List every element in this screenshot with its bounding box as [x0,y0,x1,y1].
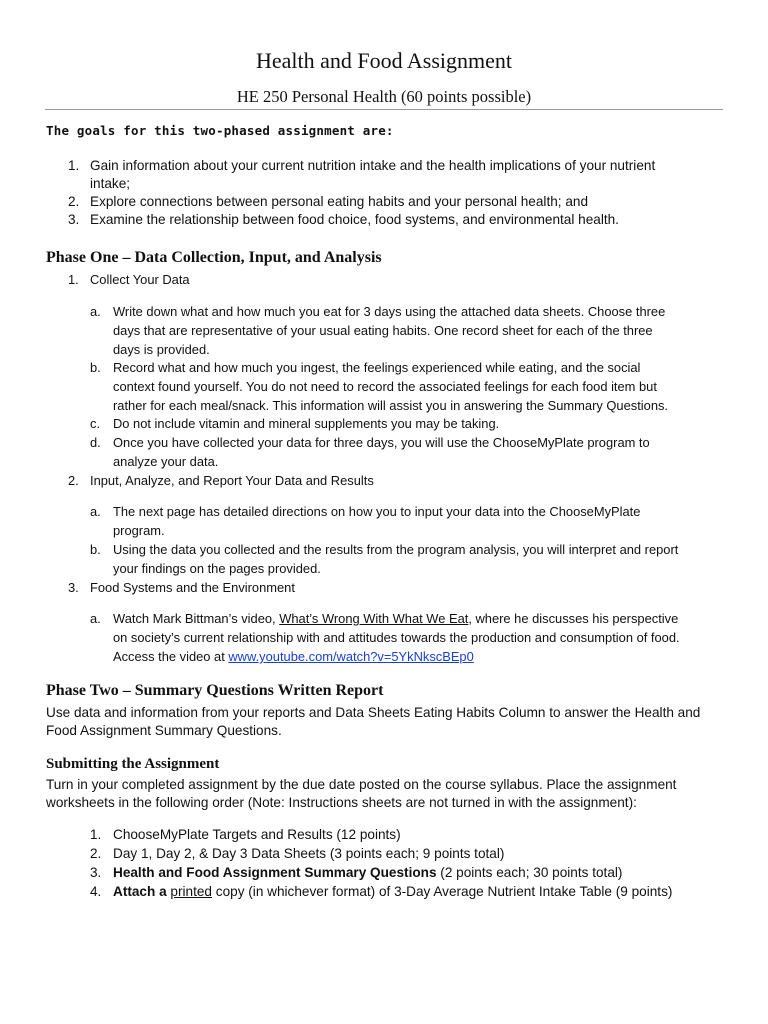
sub-text-line: Record what and how much you ingest, the feelings experienced while eating, and the social [113,360,641,375]
goal-text-line: Examine the relationship between food choice, food systems, and environmental health. [90,212,619,227]
submit-bold-text: Attach a [113,884,167,899]
sub-letter: b. [90,542,101,557]
sub-text-line [113,647,474,666]
sub-text-line: days that are representative of your usual eating habits. One record sheet for each of the three [113,323,653,338]
sub-letter: d. [90,435,101,450]
goal-number: 3. [68,212,80,227]
sub-text-line [113,609,678,628]
sub-text-part: Access the video at [113,649,229,664]
submit-text: ChooseMyPlate Targets and Results (12 points) [113,827,401,842]
sub-text-line: your findings on the pages provided. [113,561,321,576]
video-title: What’s Wrong With What We Eat [279,611,469,626]
sub-text-line: on society’s current relationship with and attitudes towards the production and consumption of food. [113,630,680,645]
sub-text-line: Write down what and how much you eat for 3 days using the attached data sheets. Choose three [113,304,666,319]
sub-text-line: Do not include vitamin and mineral supplements you may be taking. [113,416,500,431]
sub-text-line: context found yourself. You do not need to record the associated feelings for each food item but [113,379,657,394]
step-label: Collect Your Data [90,272,190,287]
phase-one-heading: Phase One – Data Collection, Input, and Analysis [46,249,382,266]
sub-letter: a. [90,611,101,626]
title-divider [45,109,723,110]
goal-text-line: intake; [90,176,131,191]
sub-text-line: analyze your data. [113,454,219,469]
sub-letter: a. [90,504,101,519]
submit-underlined-text: printed [170,884,212,899]
sub-text-line: Once you have collected your data for three days, you will use the ChooseMyPlate program to [113,435,650,450]
submitting-heading: Submitting the Assignment [46,756,220,772]
step-label: Food Systems and the Environment [90,580,295,595]
step-number: 3. [68,580,79,595]
phase-two-paragraph-line: Food Assignment Summary Questions. [46,723,282,738]
sub-text-line: days is provided. [113,342,210,357]
submit-number: 3. [90,865,102,880]
sub-text-line: The next page has detailed directions on how you to input your data into the ChooseMyPlate [113,504,641,519]
sub-text-part: , where he discusses his perspective [468,611,679,626]
goals-heading: The goals for this two-phased assignment are: [46,123,394,138]
step-number: 2. [68,473,79,488]
submit-number: 1. [90,827,102,842]
goal-text-line: Explore connections between personal eating habits and your personal health; and [90,194,589,209]
sub-letter: a. [90,304,101,319]
goal-number: 1. [68,158,80,173]
step-label: Input, Analyze, and Report Your Data and Results [90,473,374,488]
submit-number: 4. [90,884,102,899]
sub-letter: b. [90,360,101,375]
step-number: 1. [68,272,79,287]
submit-text [113,864,622,883]
submit-text: Day 1, Day 2, & Day 3 Data Sheets (3 points each; 9 points total) [113,846,505,861]
sub-text-line: rather for each meal/snack. This information will assist you in answering the Summary Questions. [113,398,669,413]
submit-rest-text: copy (in whichever format) of 3-Day Average Nutrient Intake Table (9 points) [212,884,673,899]
submit-bold-text: Health and Food Assignment Summary Questions [113,865,437,880]
sub-letter: c. [90,416,101,431]
submit-number: 2. [90,846,102,861]
submitting-paragraph-line: worksheets in the following order (Note: Instructions sheets are not turned in with the assignment): [46,795,637,810]
submit-rest-text: (2 points each; 30 points total) [436,865,623,880]
document-title: Health and Food Assignment [255,48,513,73]
submitting-paragraph-line: Turn in your completed assignment by the due date posted on the course syllabus. Place the assignment [46,777,677,792]
sub-text-line: program. [113,523,165,538]
document-subtitle: HE 250 Personal Health (60 points possible) [236,87,532,106]
submit-text [113,883,672,902]
goal-number: 2. [68,194,80,209]
phase-two-paragraph-line: Use data and information from your reports and Data Sheets Eating Habits Column to answer the Health and [46,705,701,720]
sub-text-part: Watch Mark Bittman’s video, [113,611,280,626]
sub-text-line: Using the data you collected and the results from the program analysis, you will interpret and report [113,542,679,557]
video-link[interactable]: www.youtube.com/watch?v=5YkNkscBEp0 [228,649,474,664]
phase-two-heading: Phase Two – Summary Questions Written Report [46,682,384,699]
goal-text-line: Gain information about your current nutrition intake and the health implications of your nutrient [90,158,656,173]
